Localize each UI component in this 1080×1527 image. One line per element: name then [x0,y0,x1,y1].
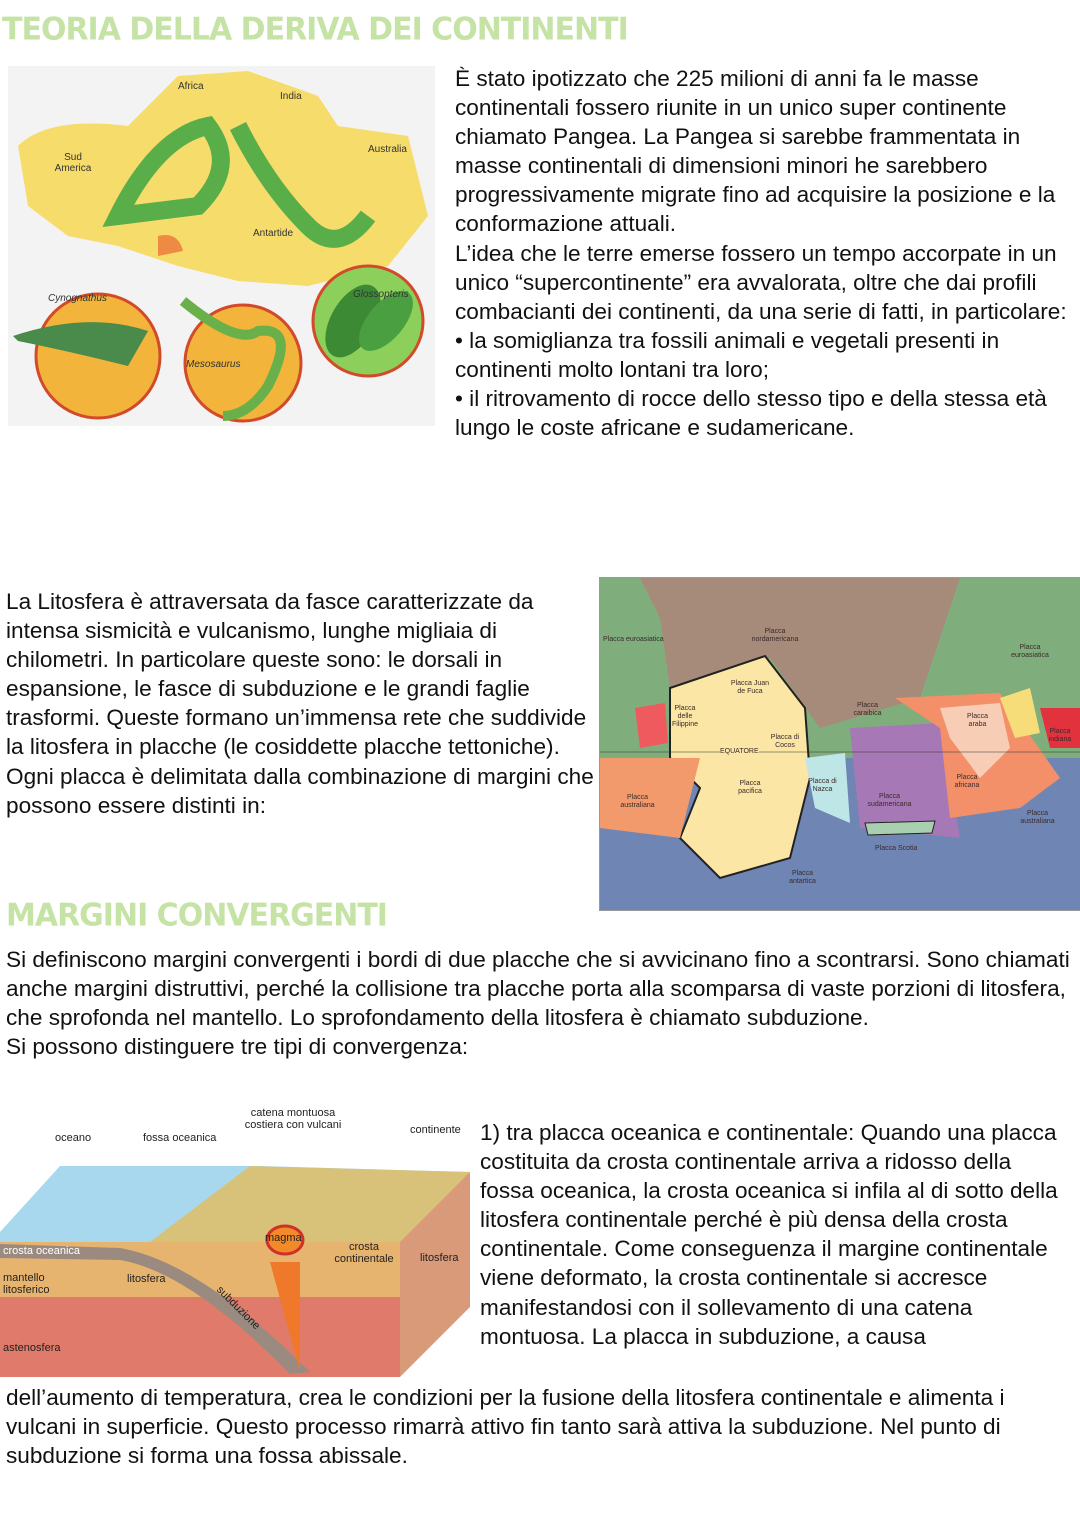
map-label-euroasiatica-east: Placca euroasiatica [1011,644,1049,659]
map-label-caraibica: Placca caraibica [853,702,882,717]
map-label-cocos: Placca di Cocos [770,734,800,749]
label-sud-america: Sud America [54,152,92,174]
map-label-nordamericana: Placca nordamericana [751,628,799,643]
paragraph: Si definiscono margini convergenti i bordi di due placche che si avvicinano fino a scontrarsi. Sono chiamati anche margini distruttivi, perché la collisione tra placche porta alla scomparsa di vaste porzioni di litosfera, che sprofonda nel mantello. Lo sprofondamento della litosfera è chiamato subduzione. [6,947,1070,1031]
label-australia: Australia [368,144,407,155]
pangea-fossils-figure [8,66,435,426]
diagram-label-subduzione: subduzione [213,1283,263,1333]
section-title-deriva: TEORIA DELLA DERIVA DEI CONTINENTI [2,11,628,48]
bullet-item: • la somiglianza tra fossili animali e vegetali presenti in continenti molto lontani tra loro; [455,327,1000,382]
map-label-africana: Placca africana [954,774,980,789]
label-cynognathus: Cynognathus [48,293,107,304]
diagram-label-magma: magma [265,1232,302,1244]
diagram-label-mantello: mantello litosferico [3,1272,50,1296]
section-title-margini: MARGINI CONVERGENTI [6,897,387,934]
plates-map-shapes [600,578,1080,910]
deriva-text [455,64,1075,442]
map-label-australiana-east: Placca australiana [1020,810,1055,825]
map-label-antartica: Placca antartica [789,870,816,885]
map-label-pacifica: Placca pacifica [738,780,762,795]
map-label-indiana: Placca indiana [1048,728,1072,743]
bullet-item: • il ritrovamento di rocce dello stesso tipo e della stessa età lungo le coste africane e sudamericane. [455,386,1047,441]
diagram-label-astenosfera: astenosfera [3,1342,61,1354]
diagram-label-crosta-continentale: crosta continentale [334,1241,394,1265]
label-glossopteris: Glossopteris [353,289,409,300]
paragraph: Si possono distinguere tre tipi di convergenza: [6,1034,469,1060]
label-india: India [280,91,302,102]
diagram-label-oceano: oceano [55,1132,92,1144]
map-label-sudamericana: Placca sudamericana [867,793,912,808]
map-label-filippine: Placca delle Filippine [671,705,699,728]
margini-intro [6,945,1071,1061]
paragraph: È stato ipotizzato che 225 milioni di anni fa le masse continentali fossero riunite in un unico super continente chiamato Pangea. La Pangea si sarebbe frammentata in masse continentali di dimensioni minori he sarebbero progressivamente migrate fino ad acquisire la posizione e la conformazione attuali. [455,66,1056,237]
diagram-label-crosta-oceanica: crosta oceanica [3,1245,81,1257]
tectonic-plates-map [599,577,1080,911]
pangea-map-illustration [8,66,435,426]
convergenza-point1-bottom: dell’aumento di temperatura, crea le condizioni per la fusione della litosfera continentale e alimenta i vulcani in superficie. Questo processo rimarrà attivo fin tanto sarà attiva la subduzione. Nel punto di subduzione si forma una fossa abissale. [6,1385,1005,1469]
diagram-label-fossa-oceanica: fossa oceanica [143,1132,217,1144]
subduction-diagram [0,1102,472,1380]
diagram-label-litosfera-right: litosfera [420,1252,459,1264]
label-antartide: Antartide [253,228,294,239]
diagram-label-catena: catena montuosa costiera con vulcani [244,1107,342,1131]
map-label-araba: Placca araba [966,713,988,728]
paragraph: L’idea che le terre emerse fossero un tempo accorpate in un unico “supercontinente” era avvalorata, oltre che dai profili combacianti dei continenti, da una serie di fatti, in particolare: [455,240,1067,324]
map-label-australiana-west: Placca australiana [620,794,655,809]
label-africa: Africa [178,81,204,92]
litosfera-text: La Litosfera è attraversata da fasce caratterizzate da intensa sismicità e vulcanismo, lunghe migliaia di chilometri. In particolare queste sono: le dorsali in espansione, le fasce di subduzione e le grandi faglie trasformi. Queste formano un’immensa rete che suddivide la litosfera in placche (le cosiddette placche tettoniche). Ogni placca è delimitata dalla combinazione di margini che possono essere distinti in: [6,589,594,818]
convergenza-point1-top: 1) tra placca oceanica e continentale: Quando una placca costituita da crosta continentale arriva a ridosso della fossa oceanica, la crosta oceanica si infila al di sotto della litosfera continentale perché è più densa della crosta continentale. Come conseguenza il margine continentale viene deformato, la crosta continentale si accresce manifestandosi con il sollevamento di una catena montuosa. La placca in subduzione, a causa [480,1120,1058,1349]
map-label-nazca: Placca di Nazca [808,778,837,793]
map-label-equatore: EQUATORE [720,748,759,755]
label-mesosaurus: Mesosaurus [186,359,241,370]
diagram-label-litosfera-left: litosfera [127,1273,166,1285]
map-label-juan-de-fuca: Placca Juan de Fuca [730,680,770,695]
diagram-label-continente: continente [410,1124,461,1136]
map-label-scotia: Placca Scotia [875,845,918,852]
map-label-euroasiatica-west: Placca euroasiatica [603,636,664,643]
